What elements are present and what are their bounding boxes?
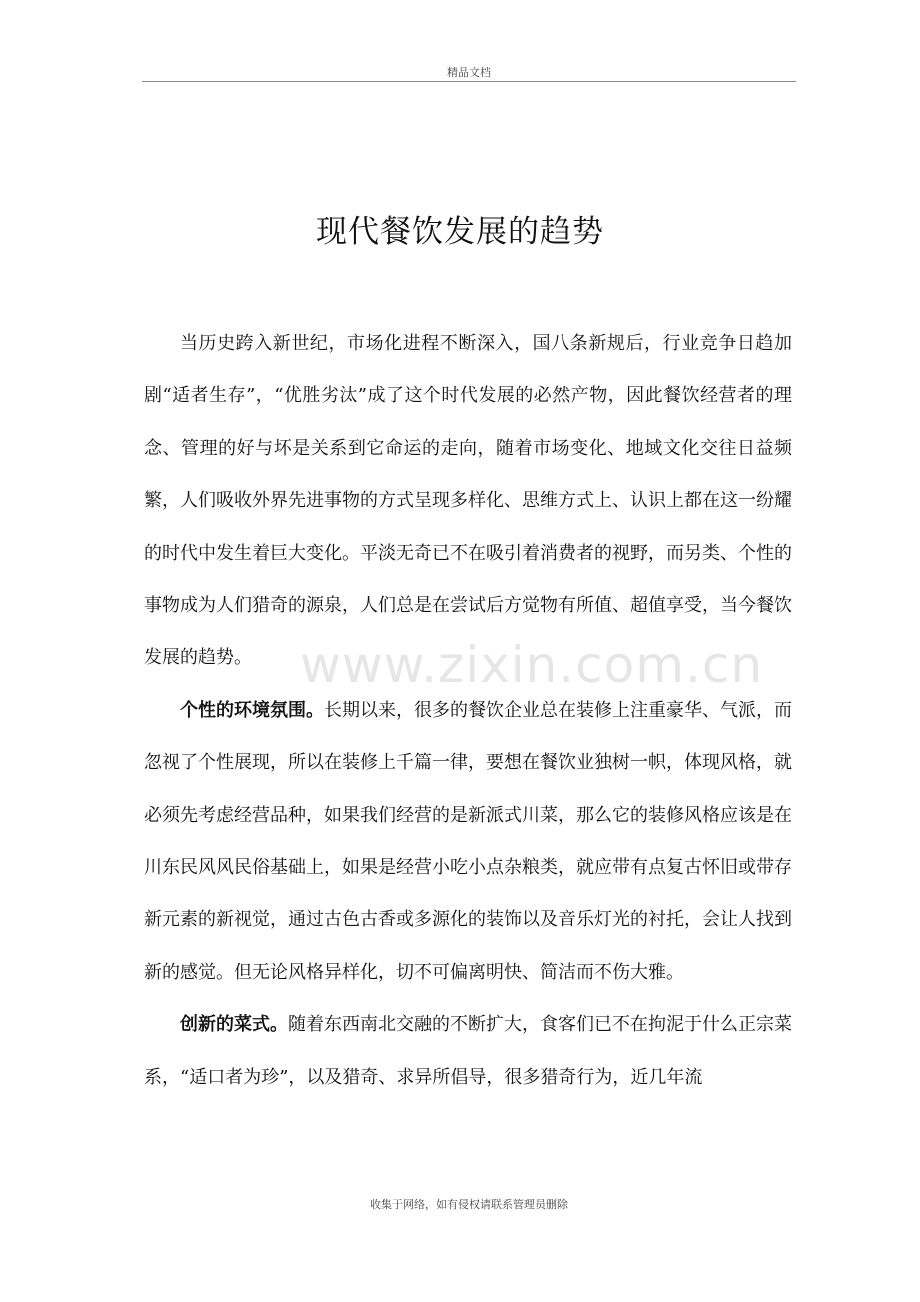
paragraph-environment (144, 685, 792, 999)
document-title: 现代餐饮发展的趋势 (316, 214, 604, 250)
paragraph-heading: 个性的环境氛围。 (180, 699, 324, 721)
watermark: www.zixin.com.cn (300, 636, 764, 694)
page-footer: 收集于网络，如有侵权请联系管理员删除 (370, 1198, 568, 1211)
paragraph-heading: 创新的菜式。 (180, 1014, 288, 1036)
header-divider (142, 81, 796, 82)
paragraph-intro (144, 318, 792, 685)
paragraph-dishes (144, 999, 792, 1104)
paragraph-text: 长期以来，很多的餐饮企业总在装修上注重豪华、气派，而忽视了个性展现，所以在装修上千篇一律，要想在餐饮业独树一帜，体现风格，就必须先考虑经营品种，如果我们经营的是新派式川菜，那么它的装修风格应该是在川东民风风民俗基础上，如果是经营小吃小点杂粮类，就应带有点复古怀旧或带存新元素的新视觉，通过古色古香或多源化的装饰以及音乐灯光的衬托，会让人找到新的感觉。但无论风格异样化，切不可偏离明快、简洁而不伤大雅。 (144, 699, 792, 983)
document-body (144, 318, 792, 1104)
page-header: 精品文档 (447, 66, 491, 79)
paragraph-text: 当历史跨入新世纪，市场化进程不断深入，国八条新规后，行业竞争日趋加剧“适者生存”，“优胜劣汰”成了这个时代发展的必然产物，因此餐饮经营者的理念、管理的好与坏是关系到它命运的走向，随着市场变化、地域文化交往日益频繁，人们吸收外界先进事物的方式呈现多样化、思维方式上、认识上都在这一纷耀的时代中发生着巨大变化。平淡无奇已不在吸引着消费者的视野，而另类、个性的事物成为人们猎奇的源泉，人们总是在尝试后方觉物有所值、超值享受，当今餐饮发展的趋势。 (144, 333, 792, 669)
paragraph-text: 随着东西南北交融的不断扩大，食客们已不在拘泥于什么正宗菜系，“适口者为珍”，以及猎奇、求异所倡导，很多猎奇行为，近几年流 (144, 1014, 792, 1088)
